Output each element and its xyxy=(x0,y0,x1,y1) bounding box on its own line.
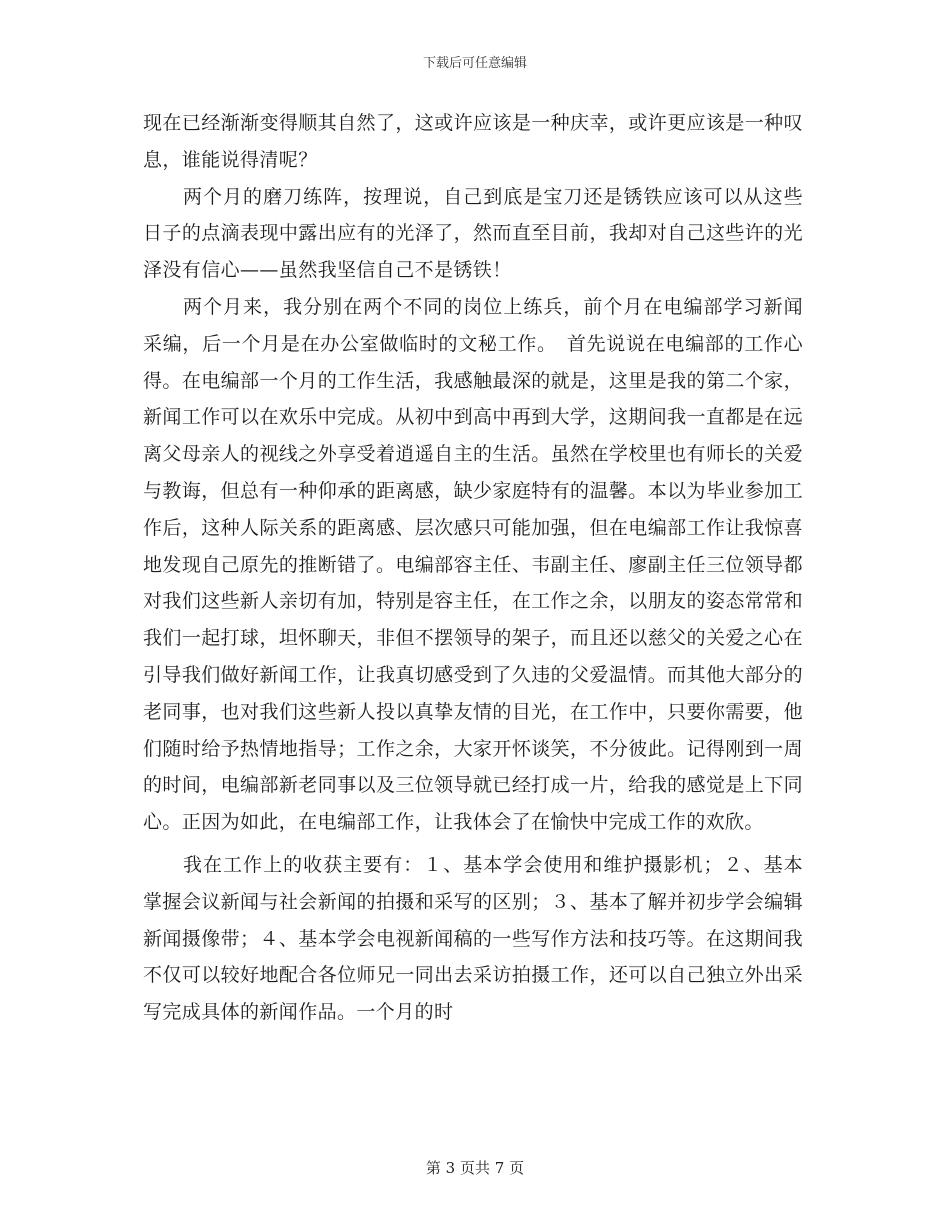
paragraph: 两个月来，我分别在两个不同的岗位上练兵，前个月在电编部学习新闻采编，后一个月是在办公室做临时的文秘工作。 首先说说在电编部的工作心得。在电编部一个月的工作生活，我感触最深的就是，这里是我的第二个家，新闻工作可以在欢乐中完成。从初中到高中再到大学，这期间我一直都是在远离父母亲人的视线之外享受着逍遥自主的生活。虽然在学校里也有师长的关爱与教诲，但总有一种仰承的距离感，缺少家庭特有的温馨。本以为毕业参加工作后，这种人际关系的距离感、层次感只可能加强，但在电编部工作让我惊喜地发现自己原先的推断错了。电编部容主任、韦副主任、廖副主任三位领导都对我们这些新人亲切有加，特别是容主任，在工作之余，以朋友的姿态常常和我们一起打球，坦怀聊天，非但不摆领导的架子，而且还以慈父的关爱之心在引导我们做好新闻工作，让我真切感受到了久违的父爱温情。而其他大部分的老同事，也对我们这些新人投以真挚友情的目光，在工作中，只要你需要，他们随时给予热情地指导；工作之余，大家开怀谈笑，不分彼此。记得刚到一周的时间，电编部新老同事以及三位领导就已经打成一片，给我的感觉是上下同心。正因为如此，在电编部工作，让我体会了在愉快中完成工作的欢欣。 xyxy=(143,295,803,834)
document-body xyxy=(143,105,803,1031)
page-number-footer: 第 3 页共 7 页 xyxy=(425,1159,525,1177)
paragraph: 两个月的磨刀练阵，按理说，自己到底是宝刀还是锈铁应该可以从这些日子的点滴表现中露出应有的光泽了，然而直至目前，我却对自己这些许的光泽没有信心——虽然我坚信自己不是锈铁！ xyxy=(143,185,803,282)
paragraph-continuation: 现在已经渐渐变得顺其自然了，这或许应该是一种庆幸，或许更应该是一种叹息，谁能说得清呢？ xyxy=(143,112,803,171)
paragraph: 我在工作上的收获主要有：１、基本学会使用和维护摄影机；２、基本掌握会议新闻与社会新闻的拍摄和采写的区别；３、基本了解并初步学会编辑新闻摄像带；４、基本学会电视新闻稿的一些写作方法和技巧等。在这期间我不仅可以较好地配合各位师兄一同出去采访拍摄工作，还可以自己独立外出采写完成具体的新闻作品。一个月的时 xyxy=(143,853,803,1024)
page-header: 下载后可任意编辑 xyxy=(422,56,527,71)
